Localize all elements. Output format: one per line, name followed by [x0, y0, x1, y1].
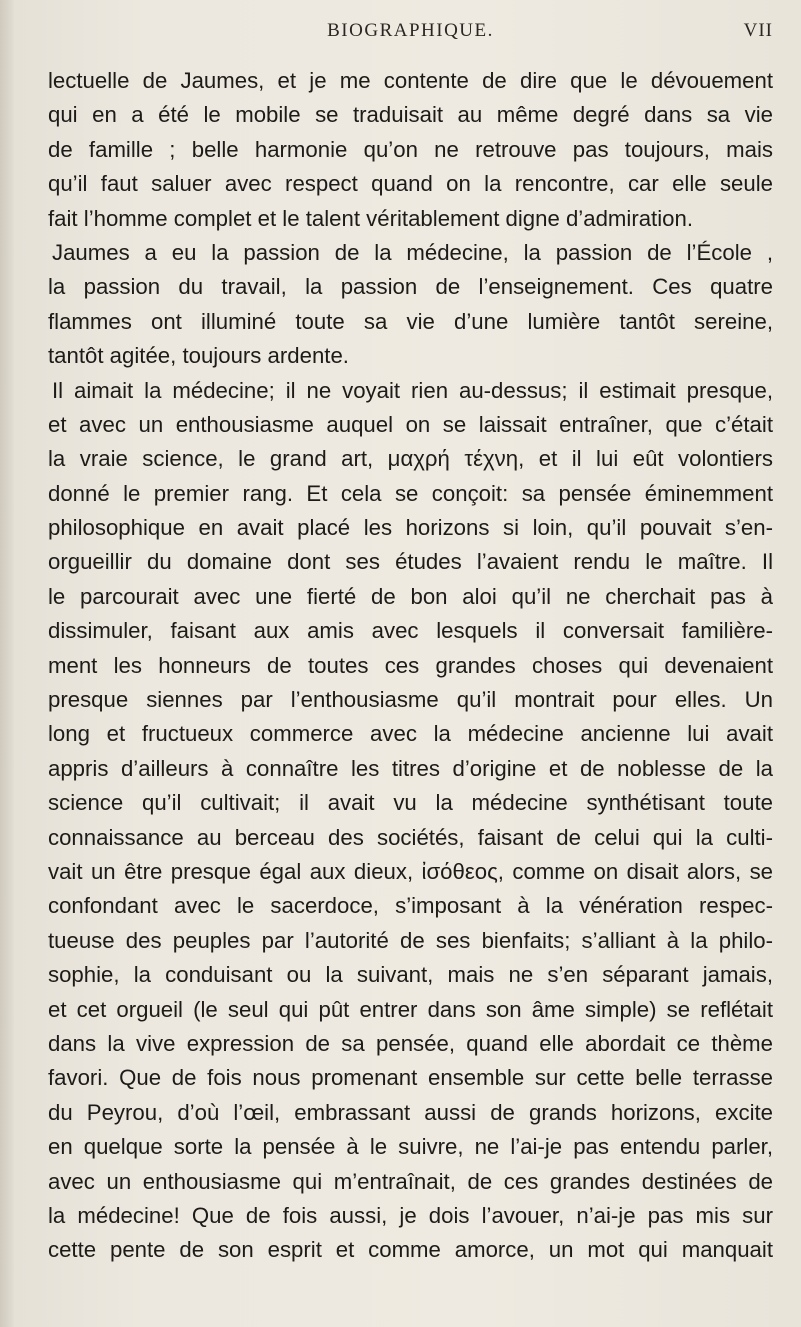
- text-line: la passion du travail, la passion de l’enseignement. Ces quatre: [48, 274, 773, 300]
- text-line: du Peyrou, d’où l’œil, embrassant aussi de grands horizons, excite: [48, 1099, 773, 1125]
- text-line: long et fructueux commerce avec la médecine ancienne lui avait: [48, 721, 773, 747]
- text-line: lectuelle de Jaumes, et je me contente de dire que le dévouement: [48, 68, 773, 93]
- running-head-title: BIOGRAPHIQUE.: [327, 20, 494, 41]
- text-line: et avec un enthousiasme auquel on se laissait entraîner, que c’était: [48, 411, 773, 437]
- text-line: de famille ; belle harmonie qu’on ne retrouve pas toujours, mais: [48, 136, 773, 162]
- text-line: sophie, la conduisant ou la suivant, mais ne s’en séparant jamais,: [48, 962, 773, 988]
- text-line: philosophique en avait placé les horizons si loin, qu’il pouvait s’en-: [48, 515, 773, 541]
- text-line: fait l’homme complet et le talent véritablement digne d’admiration.: [48, 205, 693, 231]
- text-line: tueuse des peuples par l’autorité de ses bienfaits; s’alliant à la philo-: [48, 927, 773, 953]
- text-line: confondant avec le sacerdoce, s’imposant à la vénération respec-: [48, 893, 773, 919]
- text-line: appris d’ailleurs à connaître les titres d’origine et de noblesse de la: [48, 755, 773, 781]
- text-line: vait un être presque égal aux dieux, ἰσόθεος, comme on disait alors, se: [48, 858, 773, 884]
- text-line: la vraie science, le grand art, μαχρή τέχνη, et il lui eût volontiers: [48, 446, 773, 472]
- text-line: connaissance au berceau des sociétés, faisant de celui qui la culti-: [48, 824, 773, 850]
- text-line: dans la vive expression de sa pensée, quand elle abordait ce thème: [48, 1030, 773, 1056]
- paragraph-start-line: Il aimait la médecine; il ne voyait rien au-dessus; il estimait presque,: [52, 377, 773, 403]
- page-number: VII: [743, 20, 773, 41]
- text-line: qu’il faut saluer avec respect quand on la rencontre, car elle seule: [48, 171, 773, 197]
- text-line: flammes ont illuminé toute sa vie d’une lumière tantôt sereine,: [48, 308, 773, 334]
- text-line: tantôt agitée, toujours ardente.: [48, 343, 349, 369]
- running-head: [48, 20, 773, 46]
- body-text: [48, 64, 773, 1268]
- paragraph-start-line: Jaumes a eu la passion de la médecine, la passion de l’École ,: [52, 239, 773, 265]
- text-line: orgueillir du domaine dont ses études l’avaient rendu le maître. Il: [48, 549, 773, 575]
- text-line: donné le premier rang. Et cela se conçoit: sa pensée éminemment: [48, 480, 773, 506]
- text-line: favori. Que de fois nous promenant ensemble sur cette belle terrasse: [48, 1065, 773, 1091]
- text-line: science qu’il cultivait; il avait vu la médecine synthétisant toute: [48, 790, 773, 816]
- text-line: ment les honneurs de toutes ces grandes choses qui devenaient: [48, 652, 773, 678]
- page-gutter-shadow: [0, 0, 14, 1327]
- text-line: qui en a été le mobile se traduisait au même degré dans sa vie: [48, 102, 773, 128]
- text-line: dissimuler, faisant aux amis avec lesquels il conversait familière-: [48, 618, 773, 644]
- text-line: avec un enthousiasme qui m’entraînait, de ces grandes destinées de: [48, 1168, 773, 1194]
- text-line: le parcourait avec une fierté de bon aloi qu’il ne cherchait pas à: [48, 583, 773, 609]
- text-line: et cet orgueil (le seul qui pût entrer dans son âme simple) se reflétait: [48, 996, 773, 1022]
- text-line: en quelque sorte la pensée à le suivre, ne l’ai-je pas entendu parler,: [48, 1134, 773, 1160]
- text-line: presque siennes par l’enthousiasme qu’il montrait pour elles. Un: [48, 687, 773, 713]
- text-line: cette pente de son esprit et comme amorce, un mot qui manquait: [48, 1237, 773, 1263]
- text-line: la médecine! Que de fois aussi, je dois l’avouer, n’ai-je pas mis sur: [48, 1202, 773, 1228]
